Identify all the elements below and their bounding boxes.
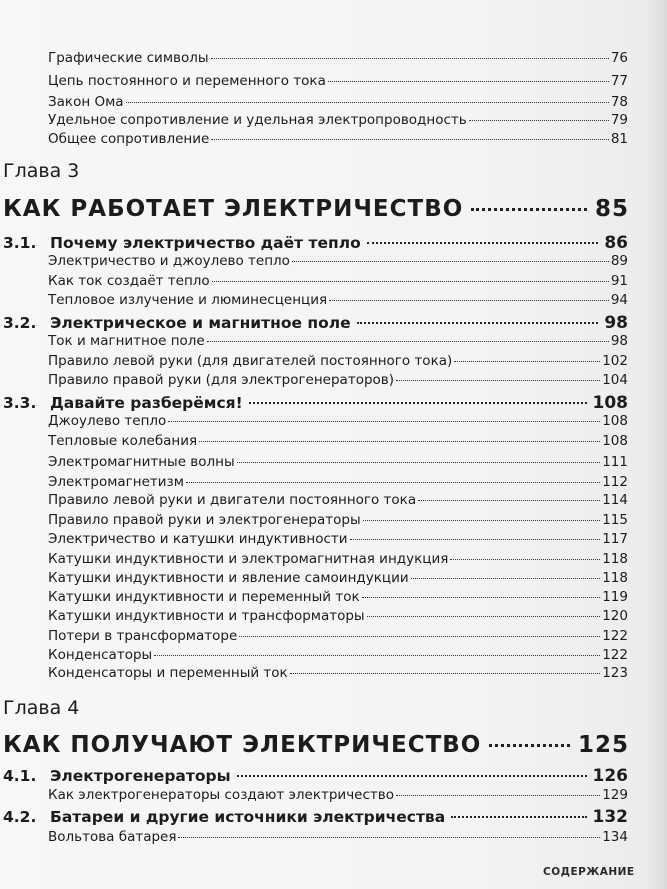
toc-entry[interactable] [48, 410, 628, 429]
dot-leader [350, 528, 601, 540]
section-number: 3.3. [3, 393, 37, 412]
dot-leader [362, 586, 601, 598]
toc-entry-title: Катушки индуктивности и трансформаторы [48, 607, 365, 624]
toc-entry-page: 102 [602, 352, 628, 369]
dot-leader [199, 430, 600, 442]
dot-leader [329, 289, 609, 301]
toc-entry-page: 77 [610, 72, 628, 89]
toc-entry-page: 79 [610, 111, 628, 128]
section-page: 98 [604, 312, 628, 333]
toc-entry-title: Ток и магнитное поле [48, 332, 205, 349]
toc-entry-title: Графические символы [48, 49, 209, 66]
dot-leader [367, 605, 601, 617]
toc-entry-page: 108 [602, 432, 628, 449]
dot-leader [186, 471, 600, 483]
chapter-title: КАК ПОЛУЧАЮТ ЭЛЕКТРИЧЕСТВО [3, 732, 482, 758]
toc-section[interactable] [3, 763, 628, 786]
chapter-label: Глава 4 [3, 697, 80, 719]
section-number: 3.1. [3, 233, 37, 252]
toc-entry[interactable] [48, 91, 628, 110]
toc-entry-page: 115 [602, 511, 628, 528]
dot-leader [396, 784, 600, 796]
toc-entry-page: 98 [610, 332, 628, 349]
toc-entry[interactable] [48, 430, 628, 449]
dot-leader [357, 310, 599, 324]
toc-entry[interactable] [48, 47, 628, 66]
dot-leader [396, 369, 600, 381]
toc-entry-page: 122 [602, 646, 628, 663]
section-title: Почему электричество даёт тепло [50, 233, 361, 252]
toc-entry-page: 119 [602, 588, 628, 605]
dot-leader [489, 721, 570, 747]
toc-entry-title: Удельное сопротивление и удельная электропроводность [48, 111, 467, 128]
toc-entry-page: 120 [602, 607, 628, 624]
dot-leader [211, 47, 609, 59]
chapter-page: 125 [577, 732, 629, 758]
toc-entry[interactable] [48, 289, 628, 308]
toc-entry-title: Катушки индуктивности и переменный ток [48, 588, 360, 605]
dot-leader [168, 410, 600, 422]
toc-entry-page: 118 [602, 569, 628, 586]
toc-entry[interactable] [48, 471, 628, 490]
toc-entry-page: 112 [602, 473, 628, 490]
toc-entry-page: 81 [610, 130, 628, 147]
dot-leader [469, 109, 609, 121]
toc-entry[interactable] [48, 605, 628, 624]
section-page: 132 [592, 806, 628, 827]
toc-entry-page: 134 [602, 828, 628, 845]
dot-leader [126, 91, 609, 103]
page-edge-shadow [645, 0, 667, 889]
toc-entry-page: 89 [610, 252, 628, 269]
dot-leader [451, 804, 586, 818]
section-title: Батареи и другие источники электричества [50, 807, 446, 826]
section-number: 3.2. [3, 313, 37, 332]
toc-entry-title: Потери в трансформаторе [48, 627, 238, 644]
chapter-heading[interactable] [3, 726, 629, 758]
toc-entry-title: Закон Ома [48, 93, 124, 110]
toc-entry[interactable] [48, 70, 628, 89]
dot-leader [237, 451, 601, 463]
dot-leader [450, 548, 600, 560]
section-page: 126 [592, 765, 628, 786]
toc-entry-page: 104 [602, 371, 628, 388]
section-title: Электрическое и магнитное поле [50, 313, 351, 332]
toc-entry-title: Электромагнитные волны [48, 453, 235, 470]
toc-entry-title: Тепловое излучение и люминесценция [48, 291, 328, 308]
section-page: 108 [592, 392, 628, 413]
dot-leader [239, 625, 600, 637]
toc-entry-title: Электромагнетизм [48, 473, 184, 490]
toc-entry[interactable] [48, 548, 628, 567]
toc-entry-page: 94 [610, 291, 628, 308]
toc-entry-title: Джоулево тепло [48, 412, 167, 429]
toc-entry[interactable] [48, 369, 628, 388]
toc-entry[interactable] [48, 489, 628, 508]
toc-entry-page: 123 [602, 664, 628, 681]
toc-entry[interactable] [48, 350, 628, 369]
toc-entry-page: 122 [602, 627, 628, 644]
toc-entry-title: Конденсаторы [48, 646, 153, 663]
dot-leader [328, 70, 609, 82]
toc-entry[interactable] [48, 109, 628, 128]
dot-leader [292, 250, 609, 262]
toc-entry-title: Цепь постоянного и переменного тока [48, 72, 326, 89]
dot-leader [290, 662, 601, 674]
dot-leader [249, 390, 587, 404]
toc-entry-title: Общее сопротивление [48, 130, 210, 147]
dot-leader [454, 350, 600, 362]
toc-entry[interactable] [48, 784, 628, 803]
chapter-title: КАК РАБОТАЕТ ЭЛЕКТРИЧЕСТВО [3, 196, 464, 222]
toc-entry-page: 118 [602, 550, 628, 567]
dot-leader [363, 509, 601, 521]
dot-leader [211, 128, 608, 140]
toc-entry[interactable] [48, 662, 628, 681]
dot-leader [367, 230, 599, 244]
dot-leader [178, 826, 600, 838]
toc-entry-title: Электричество и джоулево тепло [48, 252, 290, 269]
toc-section[interactable] [3, 804, 628, 827]
section-number: 4.1. [3, 766, 37, 785]
chapter-label: Глава 3 [3, 160, 80, 182]
dot-leader [237, 763, 587, 777]
toc-entry-title: Правило левой руки (для двигателей постоянного тока) [48, 352, 453, 369]
toc-entry-title: Катушки индуктивности и электромагнитная индукция [48, 550, 449, 567]
toc-entry-title: Катушки индуктивности и явление самоиндукции [48, 569, 409, 586]
toc-entry[interactable] [48, 128, 628, 147]
dot-leader [411, 567, 601, 579]
toc-entry-title: Тепловые колебания [48, 432, 198, 449]
section-page: 86 [604, 232, 628, 253]
toc-entry[interactable] [48, 625, 628, 644]
dot-leader [154, 644, 600, 656]
toc-entry[interactable] [48, 451, 628, 470]
toc-entry-title: Конденсаторы и переменный ток [48, 664, 288, 681]
section-title: Электрогенераторы [50, 766, 231, 785]
toc-entry-title: Как ток создаёт тепло [48, 272, 210, 289]
chapter-heading[interactable] [3, 190, 629, 222]
toc-entry-page: 108 [602, 412, 628, 429]
toc-entry[interactable] [48, 567, 628, 586]
toc-entry-page: 78 [610, 93, 628, 110]
dot-leader [471, 185, 587, 211]
toc-entry[interactable] [48, 528, 628, 547]
toc-entry-page: 111 [602, 453, 628, 470]
toc-entry-title: Правило правой руки (для электрогенераторов) [48, 371, 395, 388]
section-number: 4.2. [3, 807, 37, 826]
toc-entry-title: Правило левой руки и двигатели постоянного тока [48, 491, 417, 508]
dot-leader [212, 270, 609, 282]
toc-entry[interactable] [48, 586, 628, 605]
dot-leader [207, 330, 609, 342]
chapter-page: 85 [594, 196, 629, 222]
toc-entry-page: 91 [610, 272, 628, 289]
running-footer: СОДЕРЖАНИЕ [543, 866, 635, 878]
section-title: Давайте разберёмся! [50, 393, 243, 412]
toc-entry[interactable] [48, 509, 628, 528]
toc-entry-title: Электричество и катушки индуктивности [48, 530, 348, 547]
toc-entry-page: 117 [602, 530, 628, 547]
dot-leader [418, 489, 600, 501]
toc-entry-title: Вольтова батарея [48, 828, 177, 845]
toc-entry[interactable] [48, 270, 628, 289]
toc-entry[interactable] [48, 826, 628, 845]
toc-entry-page: 129 [602, 786, 628, 803]
toc-entry[interactable] [48, 250, 628, 269]
toc-entry-page: 76 [610, 49, 628, 66]
toc-entry[interactable] [48, 644, 628, 663]
toc-entry[interactable] [48, 330, 628, 349]
toc-entry-title: Правило правой руки и электрогенераторы [48, 511, 361, 528]
toc-entry-page: 114 [602, 491, 628, 508]
toc-entry-title: Как электрогенераторы создают электричество [48, 786, 394, 803]
